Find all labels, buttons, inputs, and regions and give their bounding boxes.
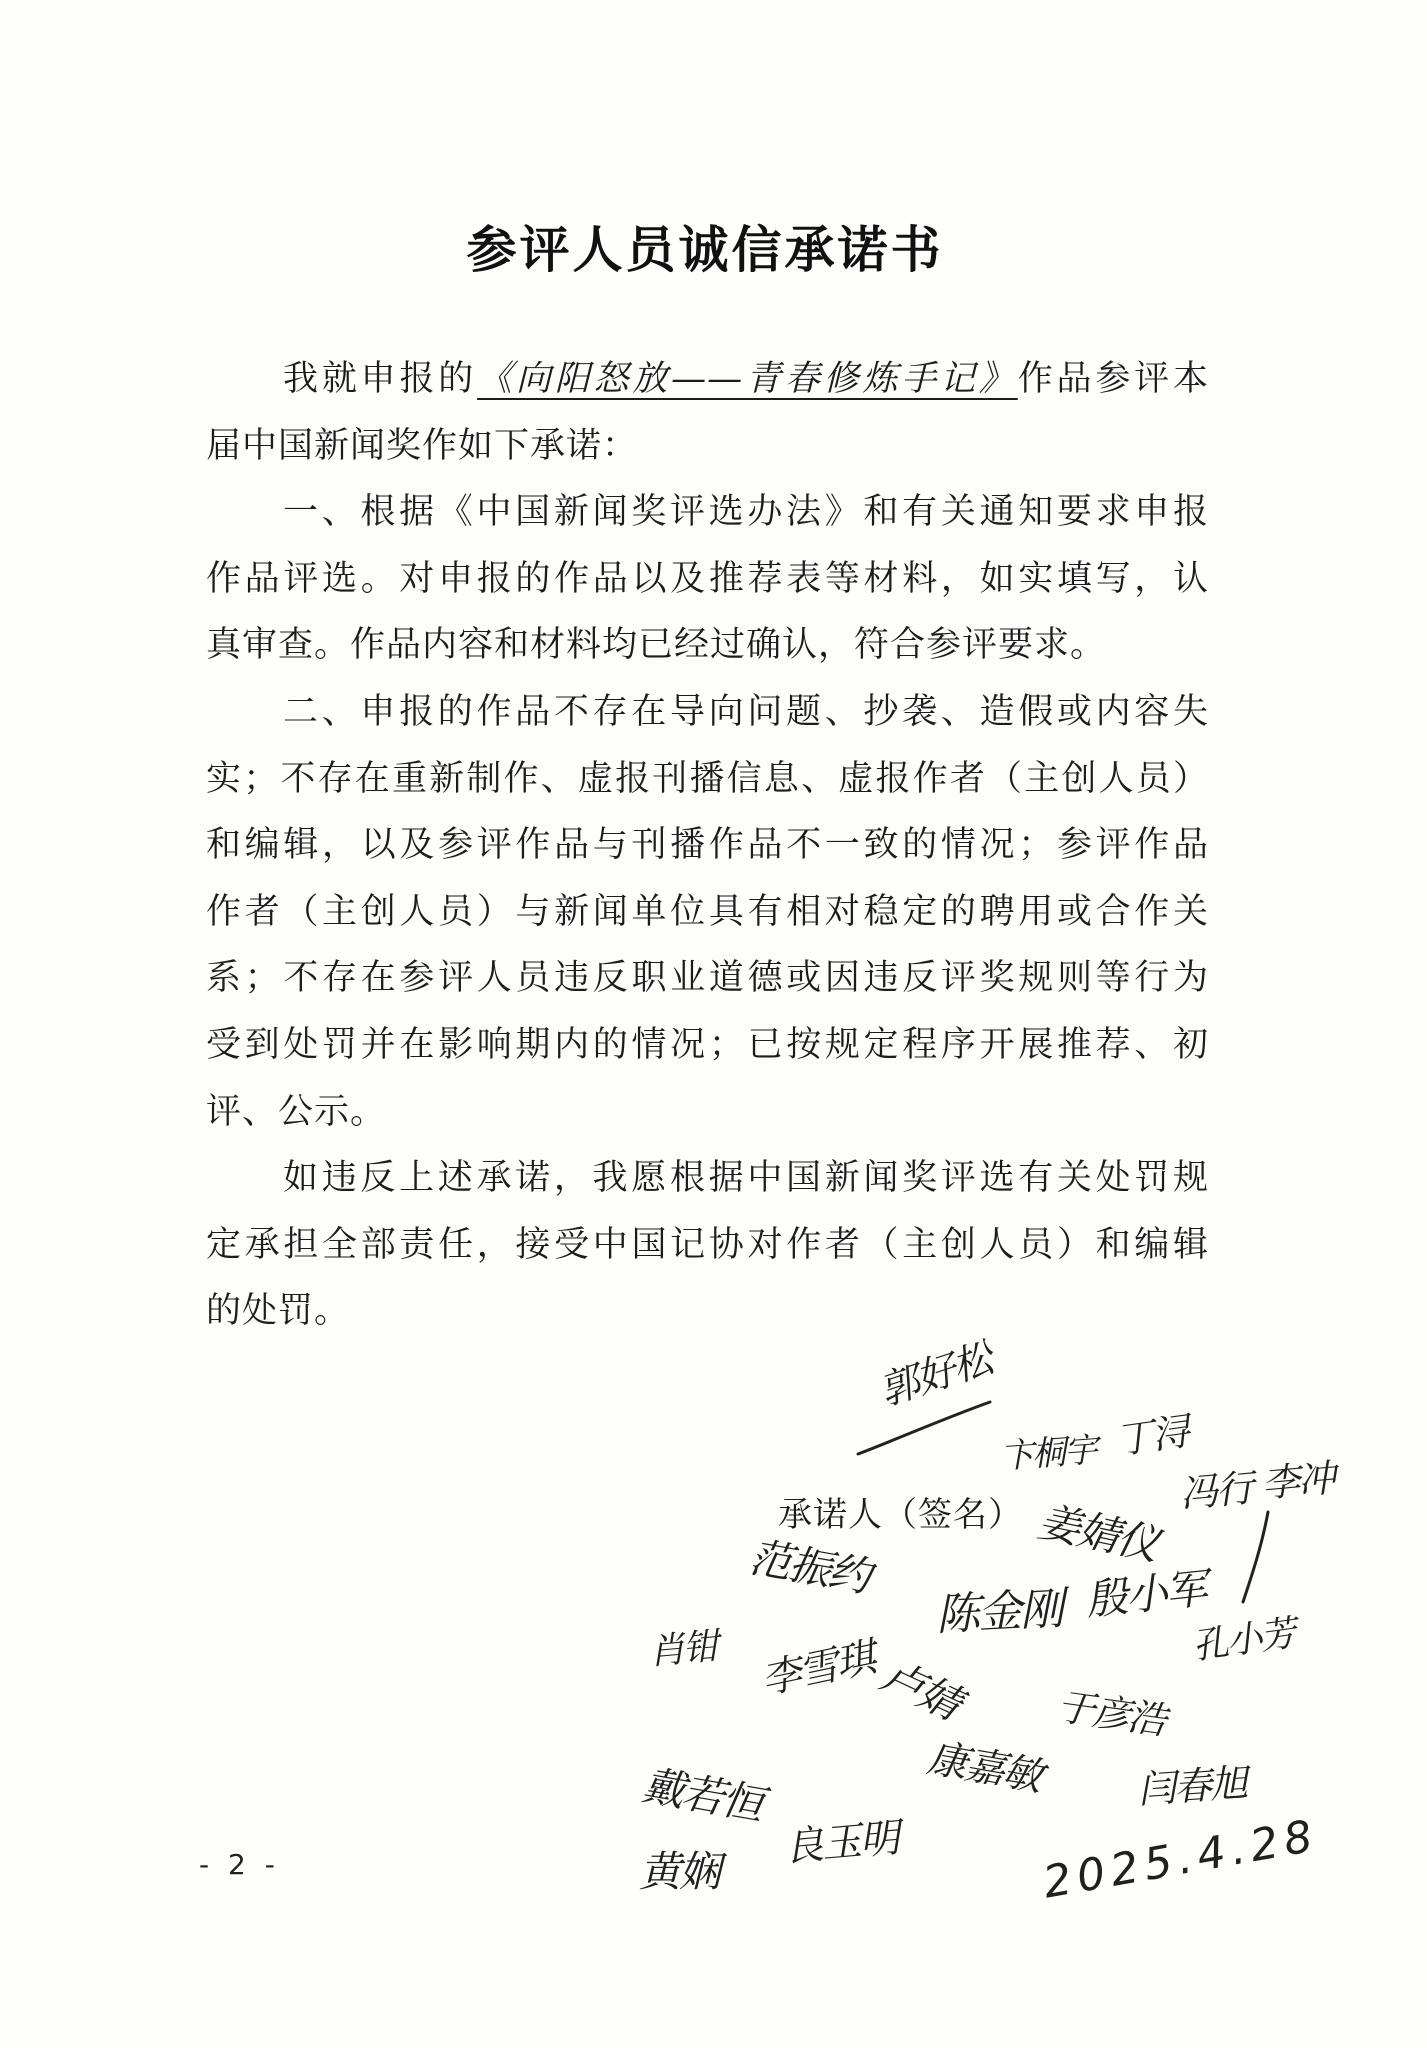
- signature-name: 李雪琪: [757, 1634, 879, 1704]
- intro-after: 作品参评本: [1017, 359, 1209, 399]
- commitment-2-line: 系；不存在参评人员违反职业道德或因违反评奖规则等行为: [206, 958, 1209, 999]
- commitment-1-line: 一、根据《中国新闻奖评选办法》和有关通知要求申报: [283, 492, 1209, 533]
- signature-name: 肖钳: [647, 1626, 719, 1673]
- commitment-2-line: 实；不存在重新制作、虚报刊播信息、虚报作者（主创人员）: [206, 758, 1209, 799]
- commitment-2-line: 作者（主创人员）与新闻单位具有相对稳定的聘用或合作关: [206, 891, 1209, 932]
- penalty-line: 的处罚。: [206, 1291, 351, 1332]
- signature-name: 李冲: [1260, 1455, 1336, 1506]
- signature-name: 姜婧仪: [1034, 1496, 1162, 1570]
- signature-name: 卞桐宇: [998, 1430, 1098, 1477]
- signature-name: 黄娴: [639, 1847, 720, 1896]
- document-title: 参评人员诚信承诺书: [466, 220, 944, 279]
- commitment-1-line: 真审查。作品内容和材料均已经过确认，符合参评要求。: [206, 625, 1107, 666]
- signature-name: 康嘉敏: [924, 1735, 1045, 1801]
- work-title: 《向阳怒放——青春修炼手记》: [477, 359, 1018, 399]
- intro-before: 我就申报的: [283, 359, 478, 399]
- penalty-line: 如违反上述承诺，我愿根据中国新闻奖评选有关处罚规: [283, 1158, 1209, 1199]
- document-body: [206, 346, 1209, 1345]
- page-number: - 2 -: [199, 1848, 280, 1881]
- signature-name: 孔小芳: [1190, 1613, 1297, 1668]
- intro-line: [206, 346, 1209, 413]
- signature-label: 承诺人（签名）: [778, 1495, 1023, 1535]
- intro-continuation: 届中国新闻奖作如下承诺：: [206, 425, 639, 466]
- commitment-2-line: 受到处罚并在影响期内的情况；已按规定程序开展推荐、初: [206, 1024, 1209, 1065]
- signature-name: 于彦浩: [1053, 1684, 1168, 1743]
- signature-name: 冯行: [1178, 1465, 1254, 1516]
- signature-name: 陈金刚: [934, 1583, 1064, 1641]
- commitment-2-line: 评、公示。: [206, 1091, 387, 1132]
- commitment-1-line: 作品评选。对申报的作品以及推荐表等材料，如实填写，认: [206, 558, 1209, 599]
- commitment-2-line: 二、申报的作品不存在导向问题、抄袭、造假或内容失: [283, 691, 1209, 732]
- commitment-2-line: 和编辑，以及参评作品与刊播作品不一致的情况；参评作品: [206, 825, 1209, 866]
- penalty-line: 定承担全部责任，接受中国记协对作者（主创人员）和编辑: [206, 1224, 1209, 1265]
- signature-name: 良玉明: [781, 1815, 900, 1871]
- signature-name: 殷小军: [1083, 1563, 1208, 1625]
- signature-date: 2025.4.28: [1039, 1810, 1323, 1909]
- signature-name: 范振约: [745, 1532, 873, 1602]
- signature-name: 闫春旭: [1136, 1760, 1248, 1812]
- signature-name: 丁浔: [1112, 1409, 1191, 1463]
- signature-name: 戴若恒: [638, 1760, 766, 1830]
- signature-name: 郭好松: [873, 1335, 997, 1415]
- signature-name: 卢婧: [873, 1650, 968, 1729]
